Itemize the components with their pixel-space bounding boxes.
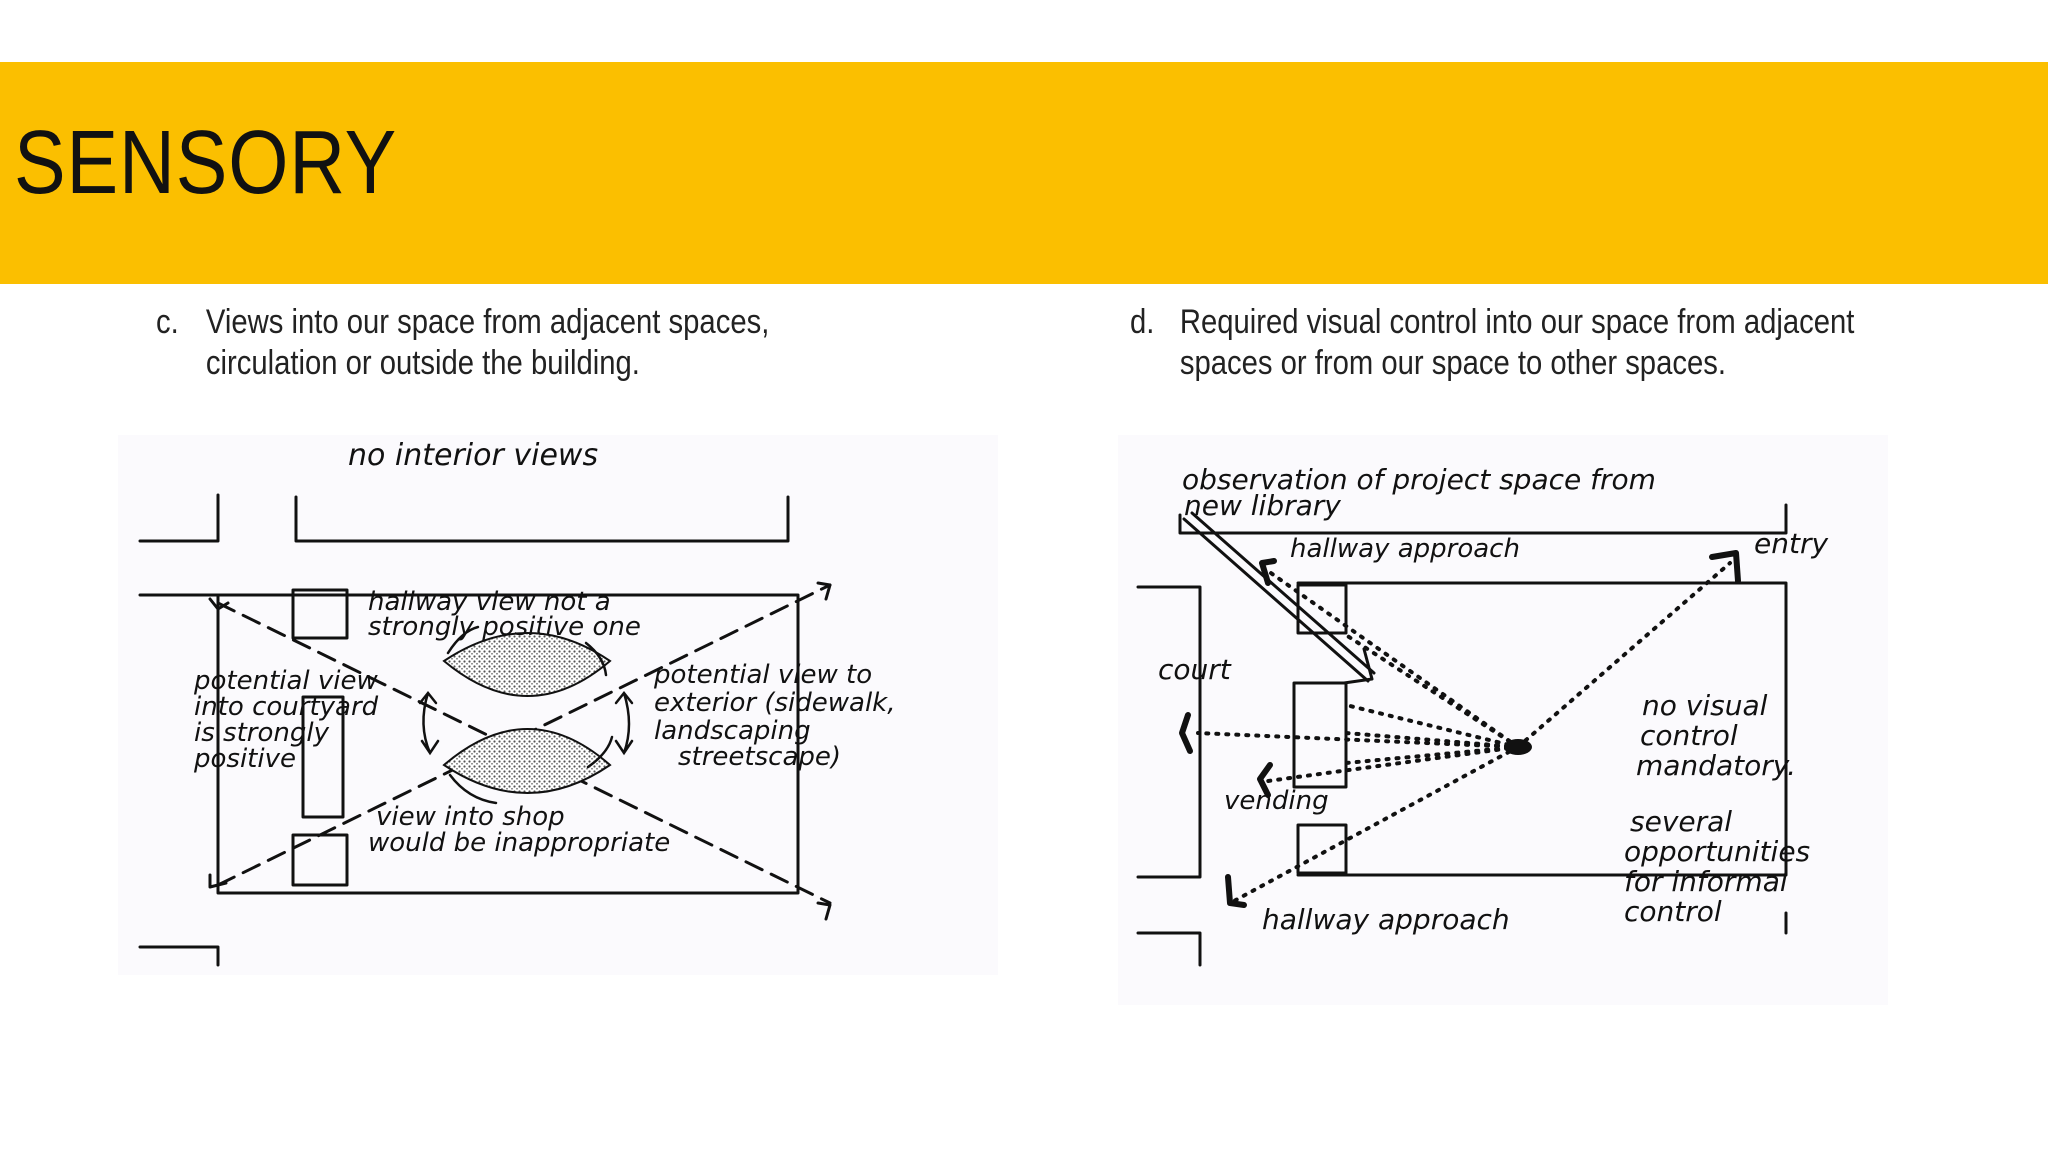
label-several-3: for informal [1624, 865, 1788, 898]
slide-title: SENSORY [14, 113, 398, 213]
left-wall-bottom [140, 947, 218, 965]
column-top [293, 590, 347, 638]
visual-control-sketch-drawing [1118, 435, 1888, 1005]
bracket-court [1182, 715, 1190, 751]
caption-c-marker: c. [156, 303, 179, 341]
label-vending: vending [1224, 786, 1329, 816]
label-exterior-3: landscaping [654, 716, 811, 746]
column-bottom [1298, 825, 1346, 873]
label-several-2: opportunities [1624, 835, 1811, 868]
library-arrow [1344, 649, 1372, 683]
dotted-line-column-top [1346, 635, 1518, 747]
caption-d-marker: d. [1130, 303, 1155, 341]
views-sketch-drawing [118, 435, 998, 975]
left-wall [1138, 587, 1200, 877]
left-wall-top [140, 495, 218, 541]
visual-control-sketch [1118, 435, 1888, 1005]
column-bottom [293, 835, 347, 885]
corner-arrow-br [818, 903, 830, 919]
label-hallway-approach-top: hallway approach [1290, 534, 1520, 564]
label-entry: entry [1754, 527, 1829, 560]
vertical-arrow-right [616, 693, 632, 753]
caption-d-line-1: Required visual control into our space from adjacent [1179, 303, 1855, 341]
label-exterior-4: streetscape) [678, 742, 842, 772]
label-hallway-2: strongly positive one [368, 612, 641, 642]
label-courtyard-2: into courtyard [194, 692, 379, 722]
caption-c-line-2: circulation or outside the building. [205, 344, 640, 382]
dotted-line-hallway-top [1268, 571, 1518, 747]
label-courtyard-1: potential view [194, 666, 378, 696]
views-sketch [118, 435, 998, 975]
label-several-4: control [1624, 895, 1722, 928]
label-courtyard-4: positive [194, 744, 296, 774]
label-court: court [1158, 653, 1231, 686]
dotted-line-court-box-1 [1346, 705, 1518, 747]
label-hallway-1: hallway view not a [368, 587, 611, 617]
dotted-line-hallway-bottom [1234, 747, 1518, 901]
caption-d-line-2: spaces or from our space to other spaces. [1179, 344, 1726, 382]
dotted-line-vending [1268, 747, 1518, 781]
label-several-1: several [1630, 805, 1733, 838]
label-exterior-2: exterior (sidewalk, [654, 688, 896, 718]
label-observation-2: new library [1184, 489, 1341, 522]
left-wall-bottom [1138, 933, 1200, 965]
label-no-visual-2: control [1640, 719, 1738, 752]
label-exterior-1: potential view to [654, 660, 873, 690]
label-no-interior-views: no interior views [348, 438, 599, 473]
observer-point [1504, 739, 1532, 755]
label-no-visual-1: no visual [1642, 689, 1768, 722]
top-wall-line [296, 497, 788, 541]
label-courtyard-3: is strongly [194, 718, 329, 748]
label-hallway-approach-bottom: hallway approach [1262, 903, 1510, 936]
label-no-visual-3: mandatory. [1636, 749, 1797, 782]
label-shop-1: view into shop [376, 802, 565, 832]
dotted-line-court-box-2 [1346, 733, 1518, 747]
label-shop-2: would be inappropriate [368, 828, 671, 858]
label-observation-1: observation of project space from [1182, 463, 1656, 496]
caption-c-line-1: Views into our space from adjacent spaces, [205, 303, 770, 341]
